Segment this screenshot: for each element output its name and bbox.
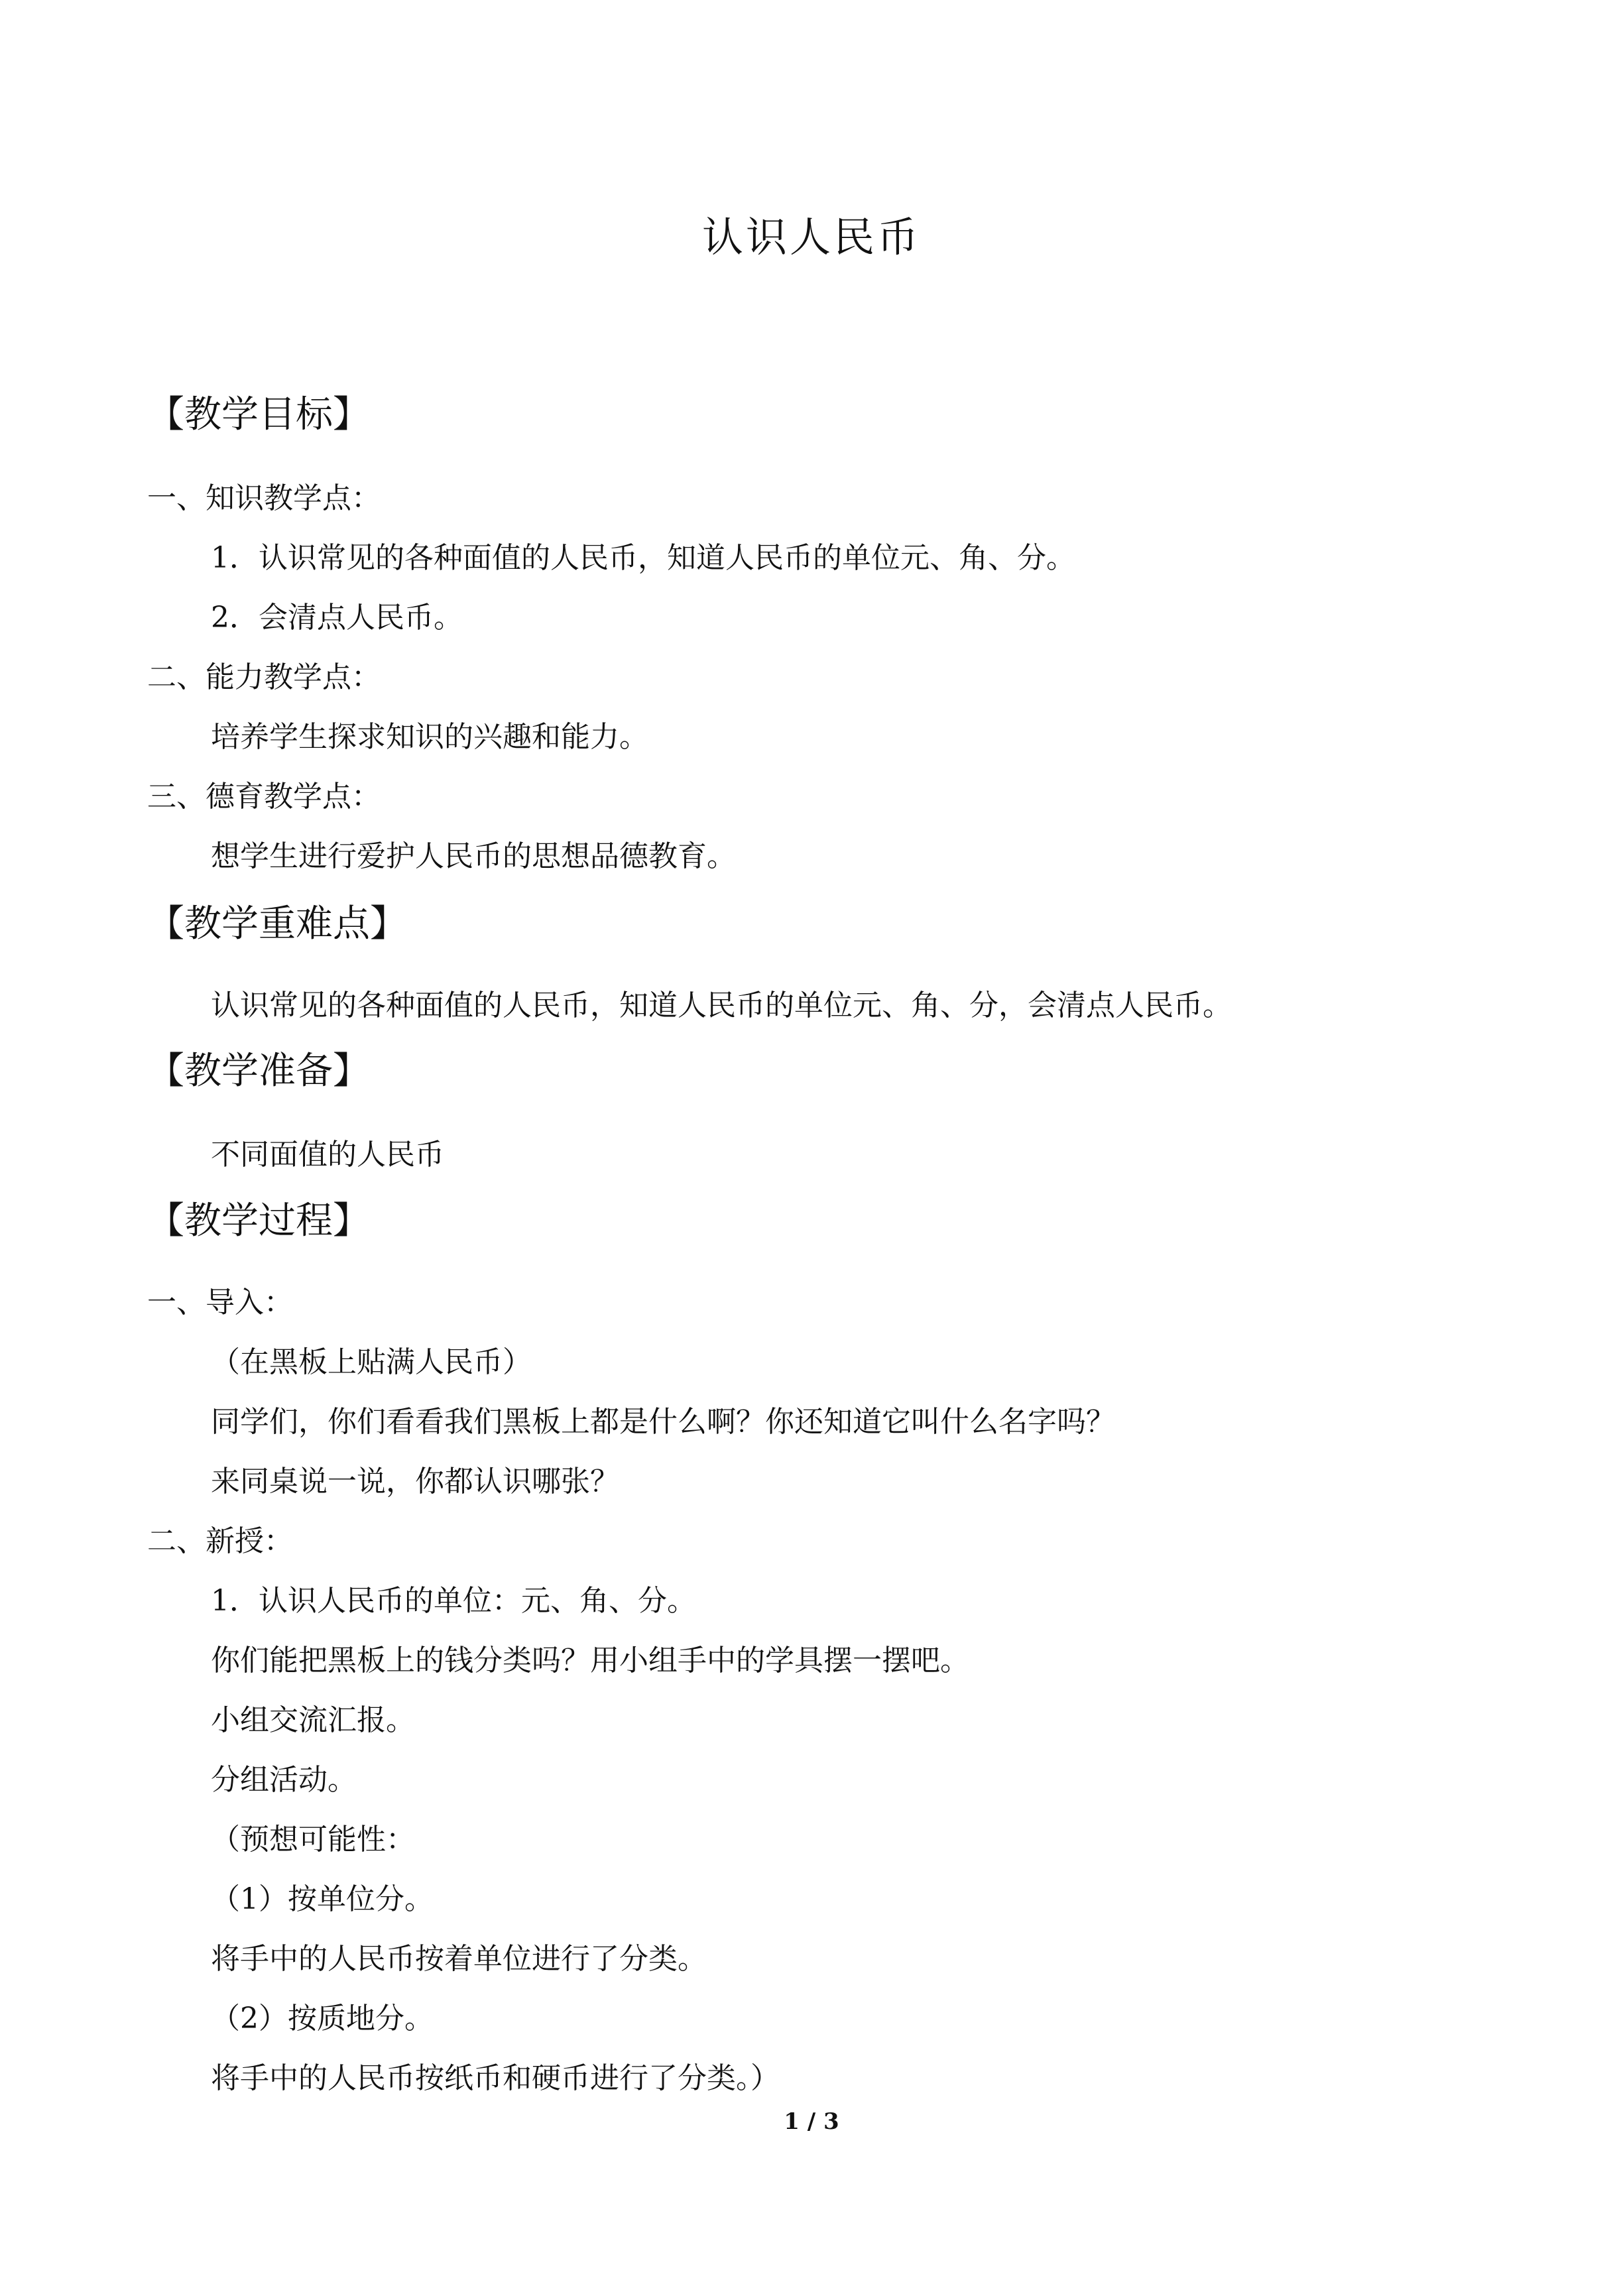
process-intro-line-3: 来同桌说一说，你都认识哪张？ [211, 1465, 619, 1498]
goals-knowledge-item-1: 1．认识常见的各种面值的人民币，知道人民币的单位元、角、分。 [211, 541, 1075, 575]
process-intro-line-2: 同学们，你们看看我们黑板上都是什么啊？你还知道它叫什么名字吗？ [211, 1405, 1115, 1439]
page-indicator: 1 / 3 [784, 2108, 839, 2135]
document-title: 认识人民币 [701, 213, 921, 261]
key-points-text: 认识常见的各种面值的人民币，知道人民币的单位元、角、分，会清点人民币。 [211, 989, 1232, 1022]
process-new-line-8: （2）按质地分。 [211, 2002, 434, 2035]
goals-ability-label: 二、能力教学点： [147, 660, 381, 694]
process-new-line-9: 将手中的人民币按纸币和硬币进行了分类。） [211, 2061, 780, 2095]
section-heading-key-points: 【教学重难点】 [147, 902, 407, 945]
process-intro-line-1: （在黑板上贴满人民币） [211, 1345, 532, 1379]
process-new-line-2: 你们能把黑板上的钱分类吗？用小组手中的学具摆一摆吧。 [211, 1644, 969, 1677]
process-new-line-4: 分组活动。 [211, 1763, 357, 1797]
process-new-label: 二、新授： [147, 1524, 293, 1558]
section-heading-goals: 【教学目标】 [147, 393, 370, 436]
section-heading-process: 【教学过程】 [147, 1199, 370, 1242]
goals-moral-text: 想学生进行爱护人民币的思想品德教育。 [211, 839, 736, 873]
process-new-line-6: （1）按单位分。 [211, 1882, 434, 1916]
goals-moral-label: 三、德育教学点： [147, 780, 381, 814]
goals-ability-text: 培养学生探求知识的兴趣和能力。 [211, 720, 648, 754]
process-intro-label: 一、导入： [147, 1286, 293, 1319]
section-heading-preparation: 【教学准备】 [147, 1050, 370, 1093]
process-new-line-7: 将手中的人民币按着单位进行了分类。 [211, 1942, 707, 1976]
process-new-line-3: 小组交流汇报。 [211, 1703, 415, 1737]
process-new-line-1: 1．认识人民币的单位：元、角、分。 [211, 1584, 696, 1618]
preparation-text: 不同面值的人民币 [211, 1138, 444, 1172]
goals-knowledge-item-2: 2．会清点人民币。 [211, 601, 463, 634]
goals-knowledge-label: 一、知识教学点： [147, 481, 381, 515]
process-new-line-5: （预想可能性： [211, 1823, 415, 1856]
